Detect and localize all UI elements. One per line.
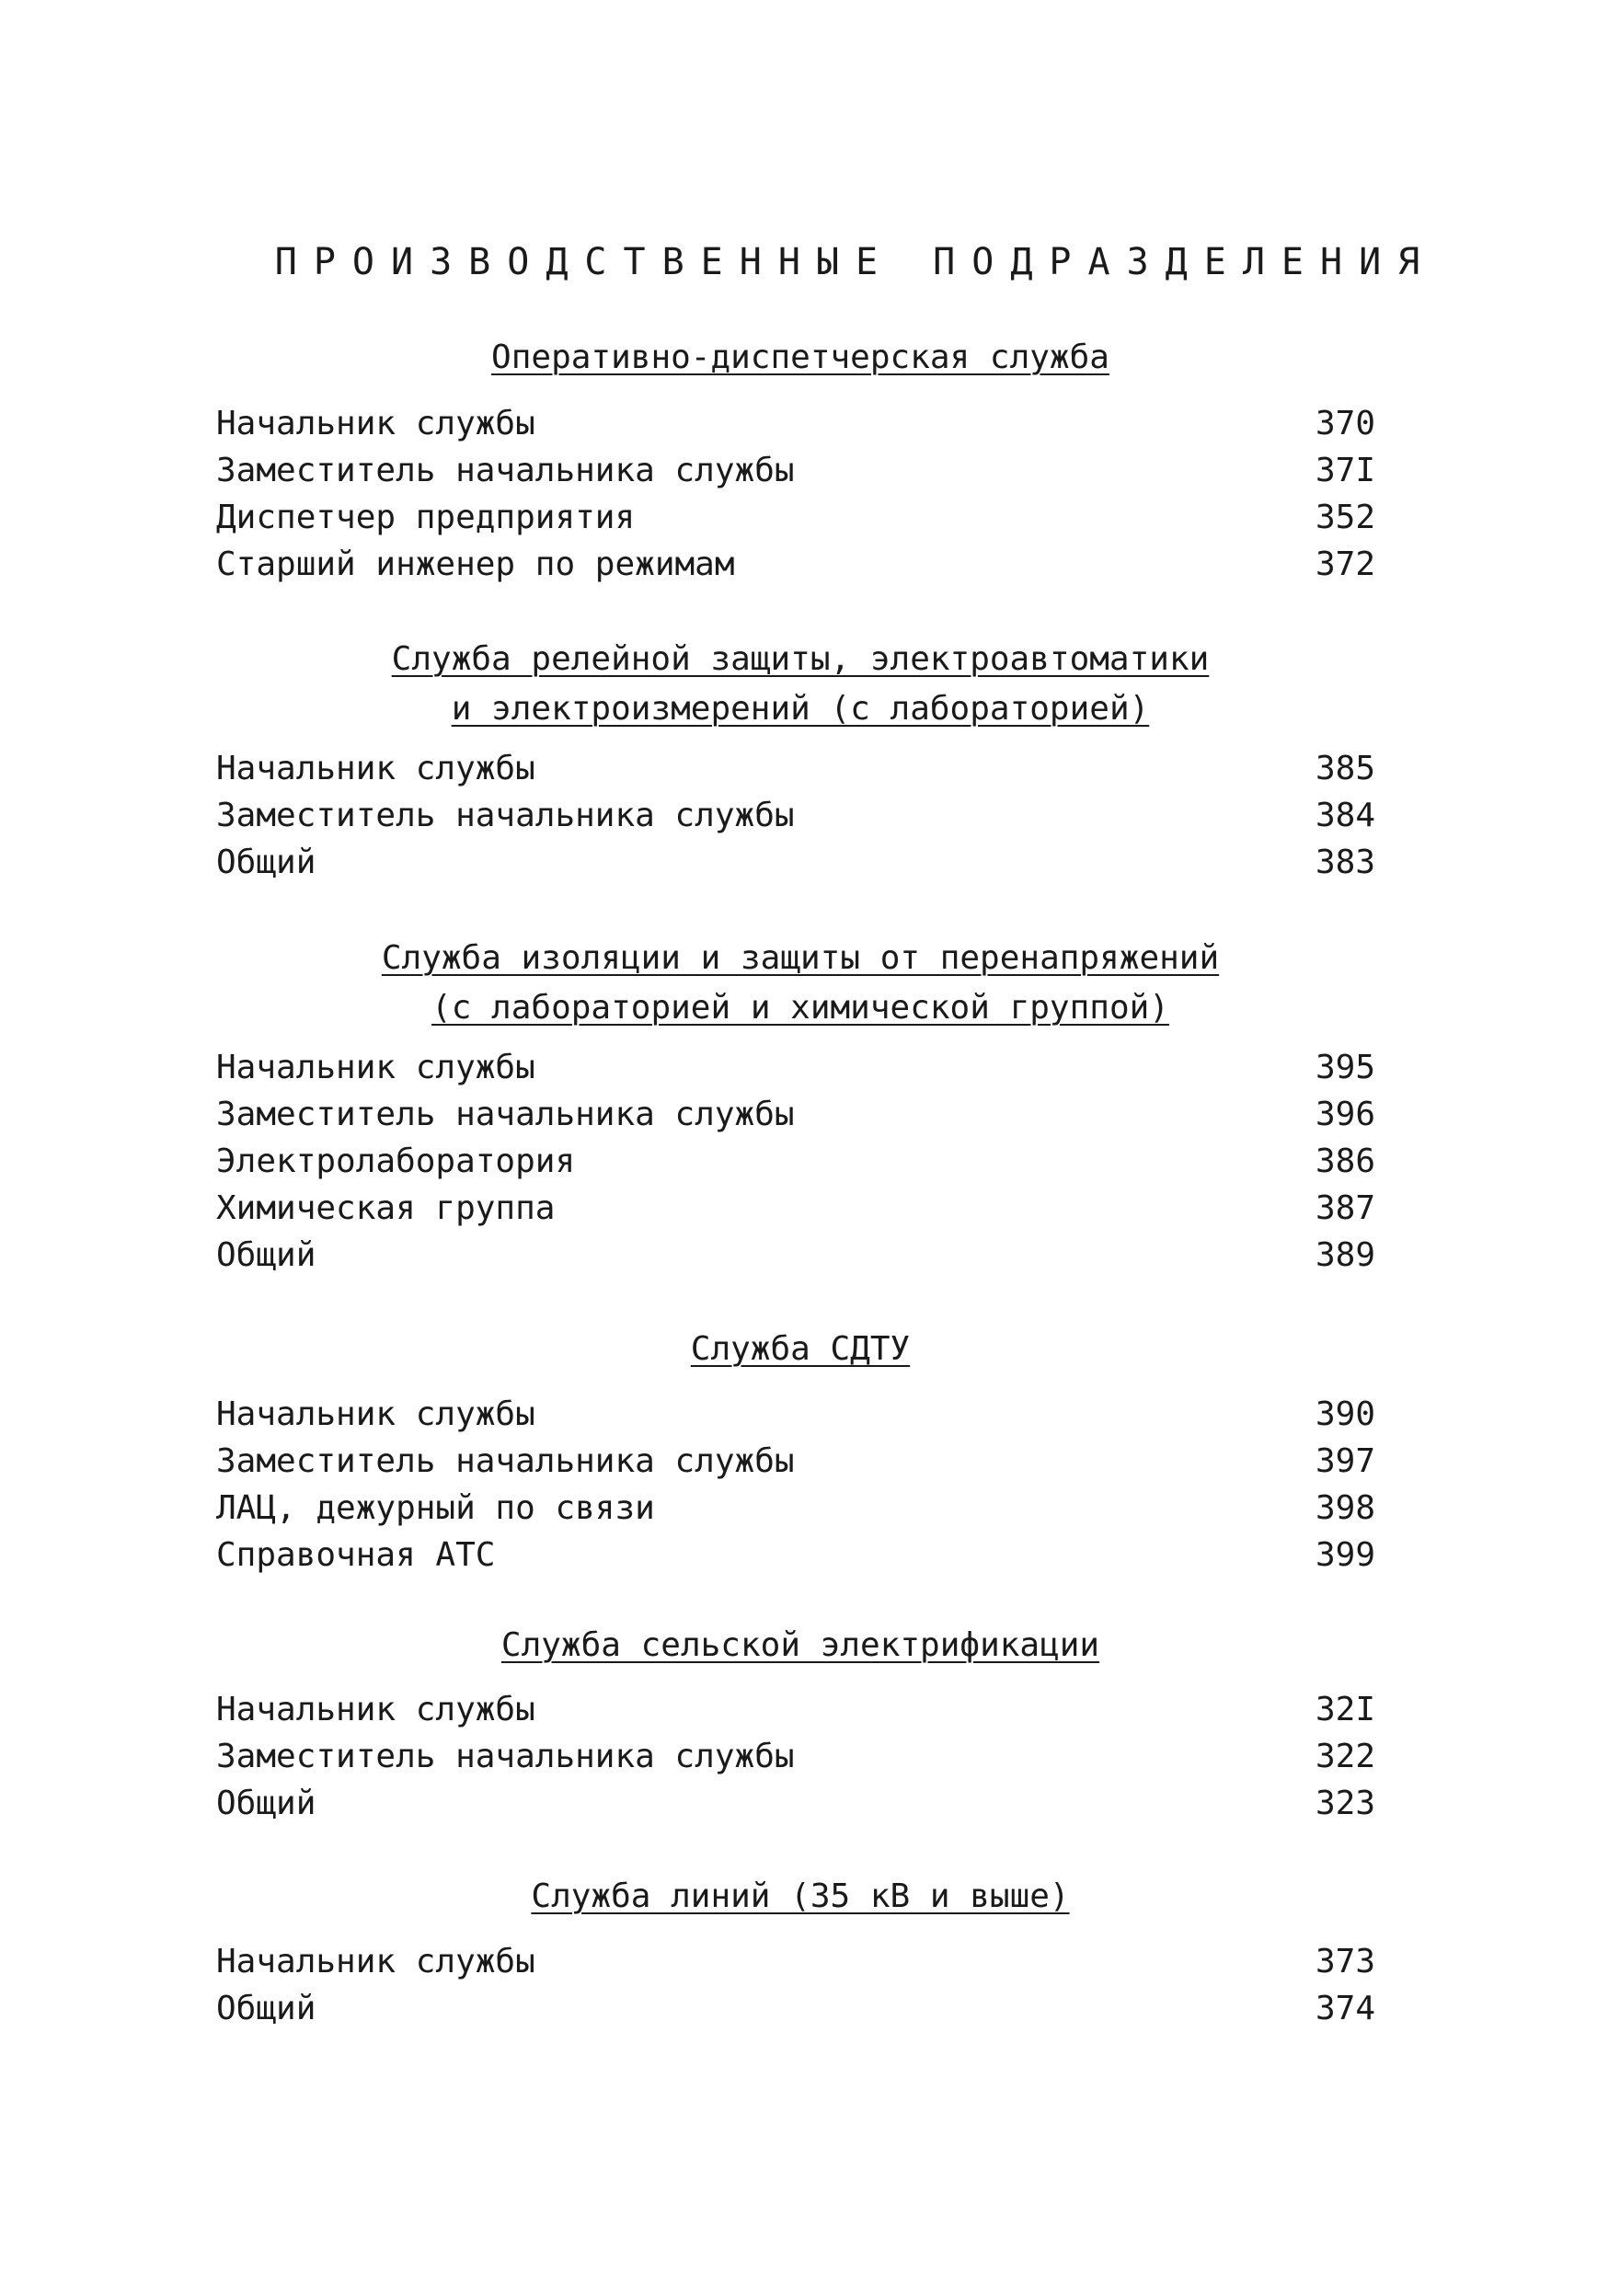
- section-heading-line: Служба релейной защиты, электроавтоматики: [391, 640, 1210, 678]
- section-heading-lines-service: [216, 1872, 1384, 1922]
- list-item: [216, 494, 1375, 541]
- phone-extension: 322: [1315, 1738, 1375, 1775]
- section-heading-relay-protection: [216, 635, 1384, 734]
- section-rows-lines-service: [216, 1938, 1375, 2032]
- phone-extension: 37I: [1315, 452, 1375, 489]
- phone-extension: 370: [1315, 405, 1375, 442]
- section-heading-sdtu: [216, 1325, 1384, 1374]
- position-label: Заместитель начальника службы: [216, 1442, 795, 1480]
- phone-extension: 396: [1315, 1096, 1375, 1133]
- section-rows-relay-protection: [216, 745, 1375, 886]
- position-label: Диспетчер предприятия: [216, 499, 636, 536]
- section-heading-line: (с лабораторией и химической группой): [431, 989, 1169, 1027]
- position-label: Начальник службы: [216, 1943, 535, 1980]
- position-label: Общий: [216, 1785, 316, 1822]
- phone-extension: 395: [1315, 1049, 1375, 1086]
- phone-extension: 373: [1315, 1943, 1375, 1980]
- section-heading-line: Служба изоляции и защиты от перенапряжений: [381, 939, 1220, 977]
- position-label: Заместитель начальника службы: [216, 797, 795, 834]
- list-item: [216, 1138, 1375, 1185]
- phone-extension: 389: [1315, 1236, 1375, 1274]
- position-label: Заместитель начальника службы: [216, 452, 795, 489]
- section-heading-line: Оперативно-диспетчерская служба: [491, 339, 1109, 376]
- list-item: [216, 1532, 1375, 1578]
- section-rows-rural-electrification: [216, 1686, 1375, 1827]
- position-label: Химическая группа: [216, 1189, 556, 1227]
- phone-extension: 397: [1315, 1442, 1375, 1480]
- section-heading-line: Служба СДТУ: [690, 1330, 911, 1368]
- section-heading-line: и электроизмерений (с лабораторией): [451, 690, 1150, 728]
- list-item: [216, 1185, 1375, 1232]
- list-item: [216, 1733, 1375, 1780]
- list-item: [216, 839, 1375, 886]
- phone-extension: 372: [1315, 545, 1375, 583]
- list-item: [216, 541, 1375, 588]
- list-item: [216, 792, 1375, 839]
- phone-extension: 374: [1315, 1990, 1375, 2027]
- section-heading-line: Служба линий (35 кВ и выше): [531, 1877, 1070, 1915]
- position-label: Общий: [216, 1236, 316, 1274]
- phone-extension: 323: [1315, 1785, 1375, 1822]
- position-label: Начальник службы: [216, 1691, 535, 1728]
- list-item: [216, 1438, 1375, 1485]
- list-item: [216, 400, 1375, 447]
- list-item: [216, 1780, 1375, 1827]
- section-rows-sdtu: [216, 1391, 1375, 1578]
- list-item: [216, 1686, 1375, 1733]
- section-heading-line: Служба сельской электрификации: [500, 1626, 1100, 1664]
- section-heading-dispatch: [216, 333, 1384, 383]
- phone-extension: 352: [1315, 499, 1375, 536]
- phone-extension: 385: [1315, 750, 1375, 787]
- phone-extension: 387: [1315, 1189, 1375, 1227]
- section-heading-rural-electrification: [216, 1621, 1384, 1670]
- position-label: Общий: [216, 1990, 316, 2027]
- list-item: [216, 447, 1375, 494]
- position-label: Старший инженер по режимам: [216, 545, 735, 583]
- position-label: Справочная АТС: [216, 1536, 496, 1574]
- page-title: ПРОИЗВОДСТВЕННЫЕ ПОДРАЗДЕЛЕНИЯ: [274, 241, 1437, 283]
- list-item: [216, 745, 1375, 792]
- position-label: Начальник службы: [216, 750, 535, 787]
- list-item: [216, 1091, 1375, 1138]
- position-label: ЛАЦ, дежурный по связи: [216, 1489, 655, 1527]
- position-label: Начальник службы: [216, 1395, 535, 1433]
- position-label: Электролаборатория: [216, 1142, 576, 1180]
- list-item: [216, 1938, 1375, 1985]
- list-item: [216, 1391, 1375, 1438]
- list-item: [216, 1232, 1375, 1279]
- position-label: Заместитель начальника службы: [216, 1096, 795, 1133]
- list-item: [216, 1485, 1375, 1532]
- position-label: Общий: [216, 844, 316, 881]
- list-item: [216, 1044, 1375, 1091]
- position-label: Начальник службы: [216, 1049, 535, 1086]
- phone-extension: 32I: [1315, 1691, 1375, 1728]
- position-label: Начальник службы: [216, 405, 535, 442]
- phone-extension: 390: [1315, 1395, 1375, 1433]
- phone-extension: 386: [1315, 1142, 1375, 1180]
- phone-extension: 384: [1315, 797, 1375, 834]
- section-rows-dispatch: [216, 400, 1375, 588]
- position-label: Заместитель начальника службы: [216, 1738, 795, 1775]
- section-rows-insulation: [216, 1044, 1375, 1279]
- phone-extension: 383: [1315, 844, 1375, 881]
- list-item: [216, 1985, 1375, 2032]
- section-heading-insulation: [216, 934, 1384, 1033]
- phone-extension: 399: [1315, 1536, 1375, 1574]
- phone-extension: 398: [1315, 1489, 1375, 1527]
